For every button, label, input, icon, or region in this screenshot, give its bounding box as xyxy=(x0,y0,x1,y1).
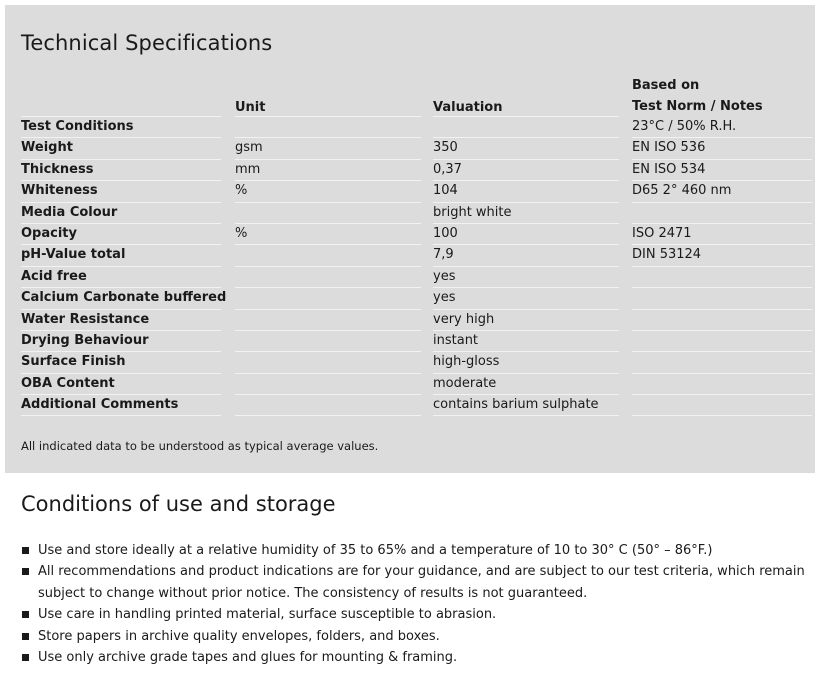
row-value: contains barium sulphate xyxy=(433,395,619,416)
list-item-text: Use care in handling printed material, surface susceptible to abrasion. xyxy=(38,607,497,623)
table-row xyxy=(5,117,815,138)
spec-table xyxy=(5,117,815,416)
table-row xyxy=(5,374,815,395)
row-norm: EN ISO 536 xyxy=(632,138,812,159)
row-parameter: OBA Content xyxy=(21,374,221,395)
list-item xyxy=(21,604,811,625)
row-norm: D65 2° 460 nm xyxy=(632,181,812,202)
row-norm: EN ISO 534 xyxy=(632,160,812,181)
row-unit: mm xyxy=(235,160,421,181)
row-unit: % xyxy=(235,181,421,202)
list-item xyxy=(21,647,811,668)
footnote: All indicated data to be understood as typical average values. xyxy=(21,439,379,453)
row-norm: 23°C / 50% R.H. xyxy=(632,117,812,138)
table-row xyxy=(5,331,815,352)
list-item xyxy=(21,540,811,561)
technical-specifications-panel xyxy=(5,5,815,473)
row-unit xyxy=(235,203,421,224)
row-norm xyxy=(632,310,812,331)
row-unit xyxy=(235,245,421,266)
row-parameter: Drying Behaviour xyxy=(21,331,221,352)
list-item-text: Store papers in archive quality envelopes, folders, and boxes. xyxy=(38,628,440,644)
row-parameter: Water Resistance xyxy=(21,310,221,331)
row-value: high-gloss xyxy=(433,352,619,373)
conditions-list xyxy=(21,540,811,668)
table-row xyxy=(5,160,815,181)
row-parameter: Surface Finish xyxy=(21,352,221,373)
list-item-text: All recommendations and product indications are for your guidance, and are subject to our test criteria, which remain subject to change without prior notice. The consistency of results is not guaranteed. xyxy=(38,564,805,601)
row-value: 7,9 xyxy=(433,245,619,266)
square-bullet-icon xyxy=(22,633,29,640)
row-norm xyxy=(632,203,812,224)
table-row xyxy=(5,245,815,266)
row-unit xyxy=(235,352,421,373)
row-unit: gsm xyxy=(235,138,421,159)
table-row xyxy=(5,138,815,159)
table-row xyxy=(5,224,815,245)
row-parameter: Additional Comments xyxy=(21,395,221,416)
row-unit xyxy=(235,288,421,309)
row-value: 100 xyxy=(433,224,619,245)
spec-title: Technical Specifications xyxy=(21,31,273,55)
row-value: yes xyxy=(433,288,619,309)
table-row xyxy=(5,352,815,373)
header-test-norm xyxy=(632,75,763,117)
row-norm xyxy=(632,352,812,373)
row-unit xyxy=(235,310,421,331)
header-norm-line2: Test Norm / Notes xyxy=(632,99,763,114)
row-value: 104 xyxy=(433,181,619,202)
list-item-text: Use and store ideally at a relative humidity of 35 to 65% and a temperature of 10 to 30° C (50° – 86°F.) xyxy=(38,543,713,558)
table-row xyxy=(5,395,815,416)
header-unit: Unit xyxy=(235,100,266,115)
table-row xyxy=(5,267,815,288)
list-item xyxy=(21,626,811,647)
row-unit: % xyxy=(235,224,421,245)
row-parameter: Whiteness xyxy=(21,181,221,202)
row-parameter: Calcium Carbonate buffered xyxy=(21,288,221,309)
row-parameter: Weight xyxy=(21,138,221,159)
row-value xyxy=(433,117,619,138)
table-row xyxy=(5,203,815,224)
row-norm xyxy=(632,331,812,352)
row-norm: DIN 53124 xyxy=(632,245,812,266)
row-value: yes xyxy=(433,267,619,288)
header-valuation: Valuation xyxy=(433,100,503,115)
table-row xyxy=(5,310,815,331)
row-value: instant xyxy=(433,331,619,352)
row-norm xyxy=(632,267,812,288)
square-bullet-icon xyxy=(22,611,29,618)
row-parameter: Test Conditions xyxy=(21,117,221,138)
row-parameter: Opacity xyxy=(21,224,221,245)
row-value: 0,37 xyxy=(433,160,619,181)
row-unit xyxy=(235,331,421,352)
square-bullet-icon xyxy=(22,568,29,575)
list-item xyxy=(21,561,811,604)
row-unit xyxy=(235,267,421,288)
header-norm-line1: Based on xyxy=(632,78,700,93)
row-norm: ISO 2471 xyxy=(632,224,812,245)
row-value: bright white xyxy=(433,203,619,224)
row-norm xyxy=(632,288,812,309)
row-parameter: Thickness xyxy=(21,160,221,181)
row-norm xyxy=(632,395,812,416)
square-bullet-icon xyxy=(22,654,29,661)
table-row xyxy=(5,181,815,202)
row-unit xyxy=(235,395,421,416)
conditions-title: Conditions of use and storage xyxy=(21,492,336,516)
row-value: 350 xyxy=(433,138,619,159)
table-row xyxy=(5,288,815,309)
row-norm xyxy=(632,374,812,395)
row-parameter: pH-Value total xyxy=(21,245,221,266)
row-unit xyxy=(235,117,421,138)
square-bullet-icon xyxy=(22,547,29,554)
row-unit xyxy=(235,374,421,395)
row-value: moderate xyxy=(433,374,619,395)
row-value: very high xyxy=(433,310,619,331)
row-parameter: Media Colour xyxy=(21,203,221,224)
list-item-text: Use only archive grade tapes and glues for mounting & framing. xyxy=(38,650,458,666)
row-parameter: Acid free xyxy=(21,267,221,288)
